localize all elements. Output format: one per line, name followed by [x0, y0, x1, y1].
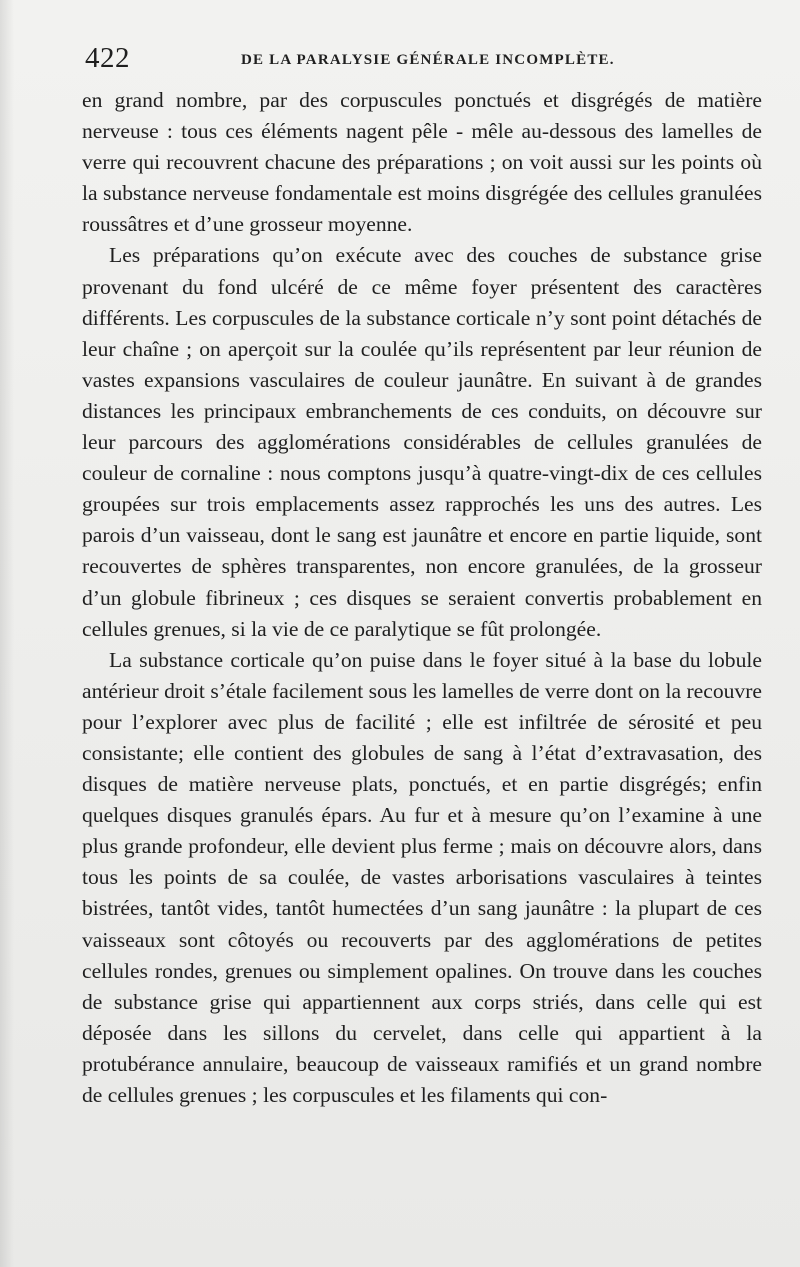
body-text	[82, 85, 762, 1111]
page-edge-shadow	[0, 0, 14, 1267]
running-head	[85, 40, 760, 80]
paragraph: La substance corticale qu’on puise dans le foyer situé à la base du lobule antérieur droit s’étale facilement sous les lamelles de verre dont on la recouvre pour l’explorer avec plus de facilité ; elle est infiltrée de sérosité et peu consistante; elle contient des globules de sang à l’état d’extravasation, des disques de matière nerveuse plats, ponctués, et en partie disgrégés; enfin quelques disques granulés épars. Au fur et à mesure qu’on l’examine à une plus grande profondeur, elle devient plus ferme ; mais on découvre alors, dans tous les points de sa coulée, de vastes arborisations vasculaires à teintes bistrées, tantôt vides, tantôt humectées d’un sang jaunâtre : la plupart de ces vaisseaux sont côtoyés ou recouverts par des agglomérations de petites cellules rondes, grenues ou simplement opalines. On trouve dans les couches de substance grise qui appartiennent aux corps striés, dans celle qui est déposée dans les sillons du cervelet, dans celle qui appartient à la protubérance annulaire, beaucoup de vaisseaux ramifiés et un grand nombre de cellules grenues ; les corpuscules et les filaments qui con-	[82, 647, 762, 1107]
paragraph: Les préparations qu’on exécute avec des couches de substance grise provenant du fond ulcéré de ce même foyer présentent des caractères différents. Les corpuscules de la substance corticale n’y sont point détachés de leur chaîne ; on aperçoit sur la coulée qu’ils représentent par leur réunion de vastes expansions vasculaires de couleur jaunâtre. En suivant à de grandes distances les principaux embranchements de ces conduits, on découvre sur leur parcours des agglomérations considérables de cellules granulées de couleur de cornaline : nous comptons jusqu’à quatre-vingt-dix de ces cellules groupées sur trois emplacements assez rapprochés les uns des autres. Les parois d’un vaisseau, dont le sang est jaunâtre et encore en partie liquide, sont recouvertes de sphères transparentes, non encore granulées, de la grosseur d’un globule fibrineux ; ces disques se seraient convertis probablement en cellules grenues, si la vie de ce paralytique se fût prolongée.	[82, 243, 762, 641]
page-number: 422	[85, 42, 130, 74]
paragraph-continued: en grand nombre, par des corpuscules ponctués et disgrégés de matière nerveuse : tous ces éléments nagent pêle - mêle au-dessous des lamelles de verre qui recouvrent chacune des préparations ; on voit aussi sur les points où la substance nerveuse fondamentale est moins disgrégée des cellules granulées roussâtres et d’une grosseur moyenne.	[82, 88, 762, 237]
running-title: DE LA PARALYSIE GÉNÉRALE INCOMPLÈTE.	[241, 52, 615, 68]
